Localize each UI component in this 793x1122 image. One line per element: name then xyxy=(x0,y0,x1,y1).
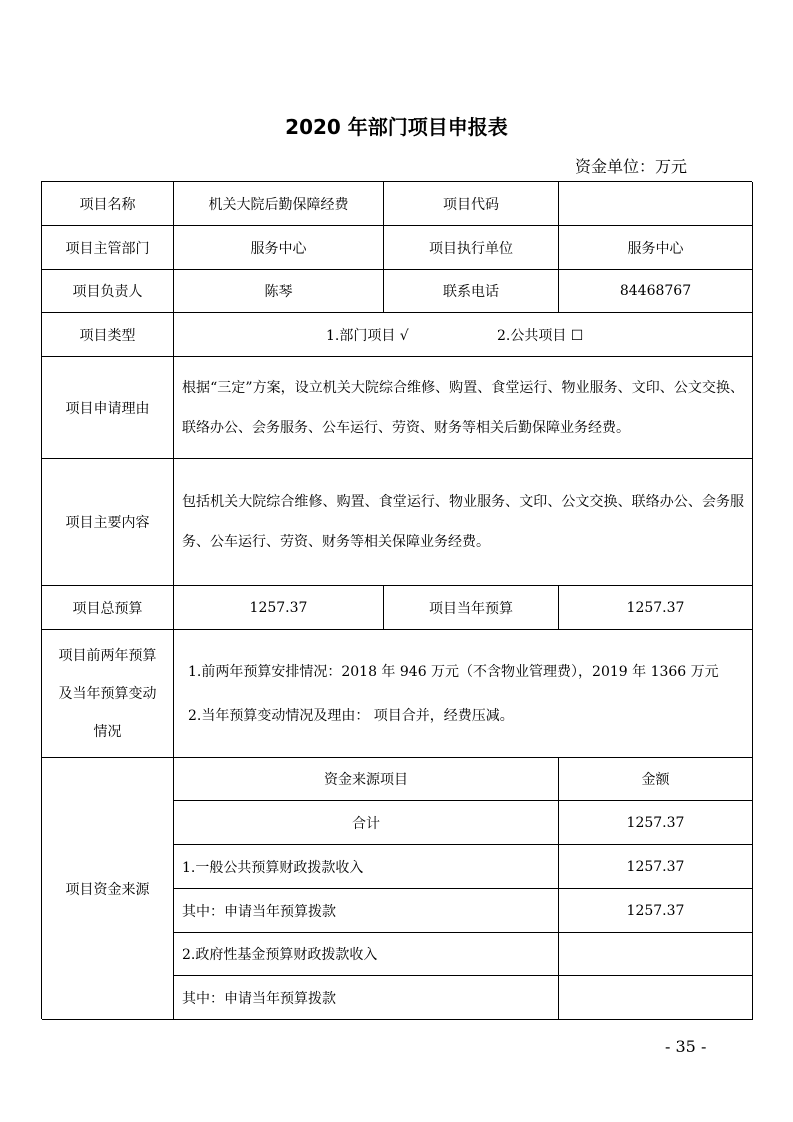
main-content-label: 项目主要内容 xyxy=(42,459,174,586)
current-year-budget-value: 1257.37 xyxy=(559,586,753,630)
executing-unit-value: 服务中心 xyxy=(559,226,753,270)
application-reason-text: 根据“三定”方案，设立机关大院综合维修、购置、食堂运行、物业服务、文印、公文交换、联络办公、会务服务、公车运行、劳资、财务等相关后勤保障业务经费。 xyxy=(182,379,744,436)
budget-change-label-line2: 及当年预算变动 xyxy=(58,685,157,702)
funding-row-total-amount: 1257.37 xyxy=(559,801,753,845)
project-code-label: 项目代码 xyxy=(384,182,559,226)
type-option-department: 1.部门项目 √ xyxy=(326,327,409,344)
project-type-label: 项目类型 xyxy=(42,313,174,357)
application-reason-cell xyxy=(174,357,753,459)
contact-phone-label: 联系电话 xyxy=(384,270,559,313)
funding-row-general-amount: 1257.37 xyxy=(559,845,753,889)
funding-row-fund-source: 2.政府性基金预算财政拨款收入 xyxy=(174,933,559,976)
project-name-label: 项目名称 xyxy=(42,182,174,226)
contact-phone-value: 84468767 xyxy=(559,270,753,313)
total-budget-label: 项目总预算 xyxy=(42,586,174,630)
budget-change-line2: 2.当年预算变动情况及理由： 项目合并，经费压减。 xyxy=(188,707,514,724)
funding-header-source: 资金来源项目 xyxy=(174,758,559,801)
project-type-options xyxy=(174,313,753,357)
funding-unit: 资金单位：万元 xyxy=(575,157,688,176)
page-title: 2020 年部门项目申报表 xyxy=(285,115,508,139)
project-leader-value: 陈琴 xyxy=(174,270,384,313)
budget-change-cell xyxy=(174,630,753,758)
funding-row-fund-amount xyxy=(559,933,753,976)
application-table xyxy=(41,181,752,1019)
funding-row-general-sub-amount: 1257.37 xyxy=(559,889,753,933)
funding-row-total-source: 合计 xyxy=(174,801,559,845)
supervising-dept-label: 项目主管部门 xyxy=(42,226,174,270)
funding-row-fund-sub-amount xyxy=(559,976,753,1020)
funding-row-general-sub-source: 其中：申请当年预算拨款 xyxy=(174,889,559,933)
project-code-value xyxy=(559,182,753,226)
project-leader-label: 项目负责人 xyxy=(42,270,174,313)
budget-change-line1: 1.前两年预算安排情况：2018 年 946 万元（不含物业管理费），2019 年 1366 万元 xyxy=(188,663,719,680)
funding-row-general-source: 1.一般公共预算财政拨款收入 xyxy=(174,845,559,889)
page-number: - 35 - xyxy=(665,1037,707,1056)
executing-unit-label: 项目执行单位 xyxy=(384,226,559,270)
budget-change-label-line1: 项目前两年预算 xyxy=(58,647,157,664)
budget-change-label xyxy=(42,630,174,758)
total-budget-value: 1257.37 xyxy=(174,586,384,630)
supervising-dept-value: 服务中心 xyxy=(174,226,384,270)
funding-source-label: 项目资金来源 xyxy=(42,758,174,1020)
type-option-public: 2.公共项目 ☐ xyxy=(497,327,584,344)
application-reason-label: 项目申请理由 xyxy=(42,357,174,459)
current-year-budget-label: 项目当年预算 xyxy=(384,586,559,630)
main-content-cell xyxy=(174,459,753,586)
funding-header-amount: 金额 xyxy=(559,758,753,801)
project-name-value: 机关大院后勤保障经费 xyxy=(174,182,384,226)
funding-row-fund-sub-source: 其中：申请当年预算拨款 xyxy=(174,976,559,1020)
main-content-text: 包括机关大院综合维修、购置、食堂运行、物业服务、文印、公文交换、联络办公、会务服务、公车运行、劳资、财务等相关保障业务经费。 xyxy=(182,494,744,550)
budget-change-label-line3: 情况 xyxy=(93,723,122,740)
